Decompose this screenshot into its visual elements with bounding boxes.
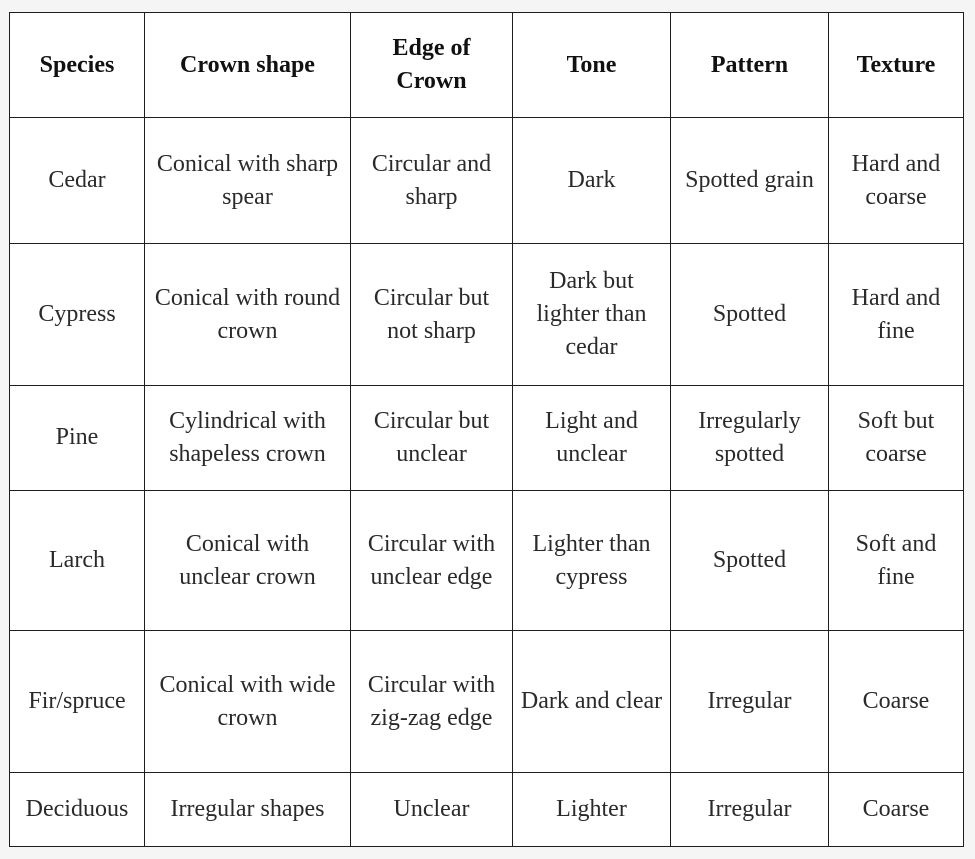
table-row bbox=[10, 385, 964, 490]
cell-species: Pine bbox=[10, 385, 145, 490]
cell-edge: Circular but unclear bbox=[351, 385, 513, 490]
cell-texture: Soft but coarse bbox=[829, 385, 964, 490]
table-row bbox=[10, 118, 964, 244]
cell-crown-shape: Irregular shapes bbox=[145, 772, 351, 846]
header-texture: Texture bbox=[829, 13, 964, 118]
table-row bbox=[10, 491, 964, 631]
cell-edge: Circular with unclear edge bbox=[351, 491, 513, 631]
cell-texture: Hard and fine bbox=[829, 244, 964, 385]
cell-crown-shape: Conical with wide crown bbox=[145, 631, 351, 772]
cell-tone: Light and unclear bbox=[513, 385, 671, 490]
cell-edge: Unclear bbox=[351, 772, 513, 846]
header-tone: Tone bbox=[513, 13, 671, 118]
cell-texture: Hard and coarse bbox=[829, 118, 964, 244]
cell-pattern: Spotted grain bbox=[671, 118, 829, 244]
header-species: Species bbox=[10, 13, 145, 118]
cell-crown-shape: Conical with round crown bbox=[145, 244, 351, 385]
cell-tone: Dark and clear bbox=[513, 631, 671, 772]
cell-pattern: Irregularly spotted bbox=[671, 385, 829, 490]
cell-crown-shape: Conical with unclear crown bbox=[145, 491, 351, 631]
cell-pattern: Irregular bbox=[671, 631, 829, 772]
cell-species: Larch bbox=[10, 491, 145, 631]
cell-edge: Circular and sharp bbox=[351, 118, 513, 244]
cell-edge: Circular but not sharp bbox=[351, 244, 513, 385]
cell-pattern: Irregular bbox=[671, 772, 829, 846]
cell-tone: Dark bbox=[513, 118, 671, 244]
cell-species: Fir/spruce bbox=[10, 631, 145, 772]
table-row bbox=[10, 772, 964, 846]
table-row bbox=[10, 244, 964, 385]
cell-species: Cedar bbox=[10, 118, 145, 244]
cell-tone: Lighter than cypress bbox=[513, 491, 671, 631]
header-pattern: Pattern bbox=[671, 13, 829, 118]
cell-crown-shape: Cylindrical with shapeless crown bbox=[145, 385, 351, 490]
cell-edge: Circular with zig-zag edge bbox=[351, 631, 513, 772]
cell-tone: Dark but lighter than cedar bbox=[513, 244, 671, 385]
header-crown-shape: Crown shape bbox=[145, 13, 351, 118]
table-row bbox=[10, 631, 964, 772]
cell-texture: Coarse bbox=[829, 631, 964, 772]
cell-crown-shape: Conical with sharp spear bbox=[145, 118, 351, 244]
species-crown-table bbox=[9, 12, 964, 847]
cell-texture: Coarse bbox=[829, 772, 964, 846]
table-header-row bbox=[10, 13, 964, 118]
header-edge-of-crown: Edge of Crown bbox=[351, 13, 513, 118]
cell-species: Cypress bbox=[10, 244, 145, 385]
cell-pattern: Spotted bbox=[671, 491, 829, 631]
cell-pattern: Spotted bbox=[671, 244, 829, 385]
cell-tone: Lighter bbox=[513, 772, 671, 846]
cell-texture: Soft and fine bbox=[829, 491, 964, 631]
cell-species: Deciduous bbox=[10, 772, 145, 846]
